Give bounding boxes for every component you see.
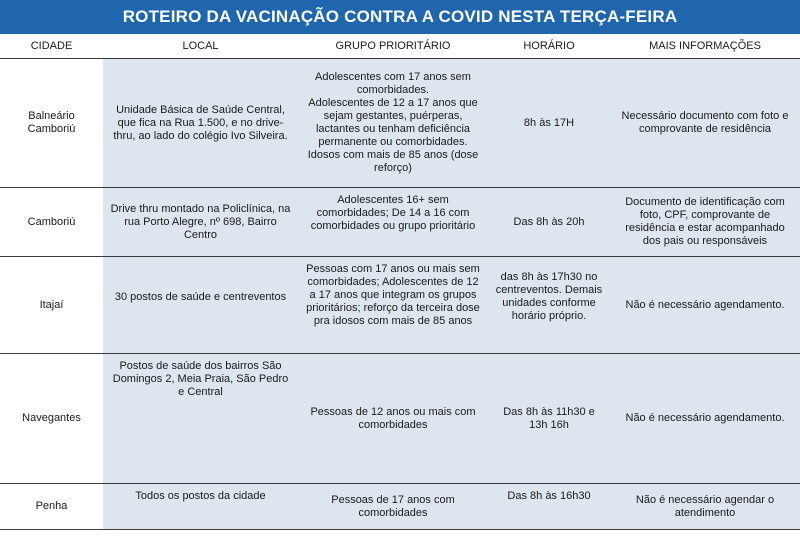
cell-info: Não é necessário agendamento. [610,257,800,354]
cell-grupo: Adolescentes 16+ sem comorbidades; De 14 a 16 com comorbidades ou grupo prioritário [298,188,488,257]
cell-info: Documento de identificação com foto, CPF, comprovante de residência e estar acompanhado dos pais ou responsáveis [610,188,800,257]
table-row [0,257,800,354]
cell-grupo: Pessoas de 12 anos ou mais com comorbidades [298,354,488,484]
schedule-table [0,34,800,530]
cell-horario: Das 8h às 16h30 [488,484,610,530]
cell-cidade: Navegantes [0,354,103,484]
cell-horario: Das 8h às 11h30 e 13h 16h [488,354,610,484]
cell-info: Necessário documento com foto e comprovante de residência [610,59,800,188]
header-grupo: GRUPO PRIORITÁRIO [298,34,488,59]
header-info: MAIS INFORMAÇÕES [610,34,800,59]
table-row [0,484,800,530]
cell-local: 30 postos de saúde e centreventos [103,257,298,354]
page-title: ROTEIRO DA VACINAÇÃO CONTRA A COVID NESTA TERÇA-FEIRA [0,0,800,34]
cell-cidade: Camboriú [0,188,103,257]
table-row [0,59,800,188]
header-local: LOCAL [103,34,298,59]
cell-horario: 8h às 17H [488,59,610,188]
cell-info: Não é necessário agendar o atendimento [610,484,800,530]
cell-cidade: Penha [0,484,103,530]
cell-grupo: Adolescentes com 17 anos sem comorbidades. Adolescentes de 12 a 17 anos que sejam gestantes, puérperas, lactantes ou tenham deficiência permanente ou comorbidades. Idosos com mais de 85 anos (dose reforço) [298,59,488,188]
cell-cidade: Balneário Camboriú [0,59,103,188]
cell-local: Postos de saúde dos bairros São Domingos 2, Meia Praia, São Pedro e Central [103,354,298,484]
table-row [0,354,800,484]
cell-cidade: Itajaí [0,257,103,354]
cell-horario: Das 8h às 20h [488,188,610,257]
cell-local: Todos os postos da cidade [103,484,298,530]
header-cidade: CIDADE [0,34,103,59]
table-row [0,188,800,257]
cell-grupo: Pessoas com 17 anos ou mais sem comorbidades; Adolescentes de 12 a 17 anos que integram os grupos prioritários; reforço da terceira dose pra idosos com mais de 85 anos [298,257,488,354]
cell-horario: das 8h às 17h30 no centreventos. Demais unidades conforme horário próprio. [488,257,610,354]
header-row [0,34,800,59]
cell-grupo: Pessoas de 17 anos com comorbidades [298,484,488,530]
header-horario: HORÁRIO [488,34,610,59]
cell-local: Unidade Básica de Saúde Central, que fica na Rua 1.500, e no drive-thru, ao lado do colégio Ivo Silveira. [103,59,298,188]
cell-local: Drive thru montado na Policlínica, na rua Porto Alegre, nº 698, Bairro Centro [103,188,298,257]
cell-info: Não é necessário agendamento. [610,354,800,484]
bottom-margin [0,530,800,536]
